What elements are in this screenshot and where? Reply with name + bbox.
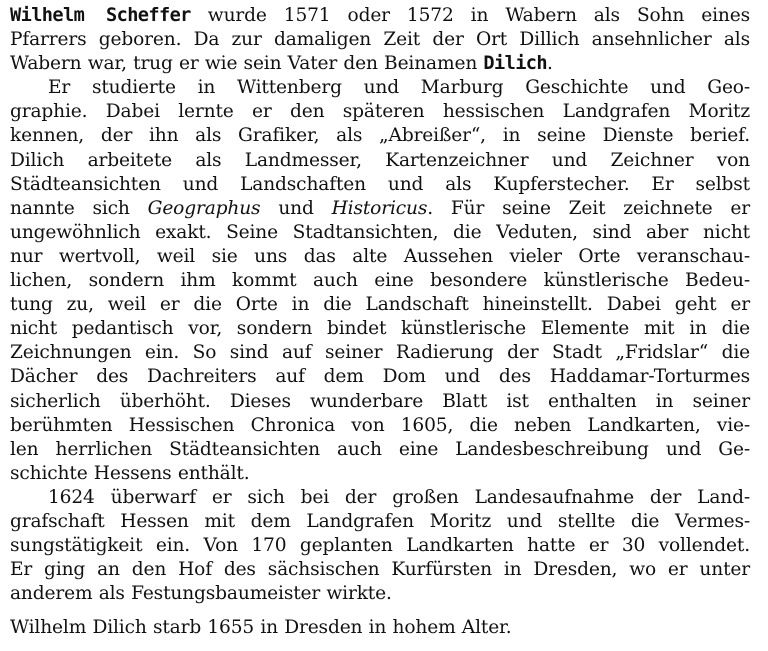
- text-line: ungewöhnlich exakt. Seine Stadtansichten, die Veduten, sind aber nicht: [10, 221, 750, 243]
- text-line: Wilhelm Scheffer wurde 1571 oder 1572 in Wabern als Sohn eines: [10, 5, 750, 26]
- text-line: Zeichnungen ein. So sind auf seiner Radierung der Stadt „Fridslar“ die: [10, 342, 750, 364]
- text-line: 1624 überwarf er sich bei der großen Landesaufnahme der Land-: [48, 486, 750, 508]
- text-line: nicht pedantisch vor, sondern bindet künstlerische Elemente mit in die: [10, 318, 750, 340]
- paragraph-gap: [10, 606, 750, 616]
- text-line: anderem als Festungsbaumeister wirkte.: [10, 583, 392, 605]
- document-page: [10, 4, 750, 640]
- text-line: tung zu, weil er die Orte in die Landschaft hineinstellt. Dabei geht er: [10, 294, 750, 316]
- text-line: kennen, der ihn als Grafiker, als „Abreißer“, in seine Dienste berief.: [10, 125, 750, 147]
- text-line: Pfarrers geboren. Da zur damaligen Zeit der Ort Dillich ansehnlicher als: [10, 29, 750, 51]
- text-line: berühmten Hessischen Chronica von 1605, die neben Landkarten, vie-: [10, 414, 750, 436]
- text-line: Wabern war, trug er wie sein Vater den Beinamen Dilich.: [10, 53, 553, 75]
- text-line: nur wertvoll, weil sie uns das alte Aussehen vieler Orte veranschau-: [10, 245, 750, 267]
- text-line: Dächer des Dachreiters auf dem Dom und des Haddamar-Torturmes: [10, 366, 750, 388]
- surname: Dilich: [483, 53, 547, 75]
- text-line: sungstätigkeit ein. Von 170 geplanten Landkarten hatte er 30 vollendet.: [10, 535, 750, 557]
- text-line: Er ging an den Hof des sächsischen Kurfürsten in Dresden, wo er unter: [10, 559, 750, 581]
- paragraph-intro: [10, 4, 750, 76]
- text-line: lichen, sondern ihm kommt auch eine besondere künstlerische Bedeu-: [10, 270, 750, 292]
- text-line: grafschaft Hessen mit dem Landgrafen Moritz und stellte die Vermes-: [10, 510, 750, 532]
- person-name: Wilhelm Scheffer: [10, 5, 191, 26]
- italic-term: Historicus: [331, 197, 428, 219]
- paragraph-death: [10, 616, 750, 640]
- text-line: Dilich arbeitete als Landmesser, Kartenzeichner und Zeichner von: [10, 149, 750, 171]
- italic-term: Geographus: [147, 197, 261, 219]
- text-line: Wilhelm Dilich starb 1655 in Dresden in hohem Alter.: [10, 617, 512, 639]
- text-line: Er studierte in Wittenberg und Marburg Geschichte und Geo-: [48, 77, 750, 99]
- paragraph-later-life: [10, 486, 750, 606]
- text-line: Städteansichten und Landschaften und als Kupferstecher. Er selbst: [10, 173, 750, 195]
- text-line: len herrlichen Städteansichten auch eine Landesbeschreibung und Ge-: [10, 438, 750, 460]
- text-line: sicherlich überhöht. Dieses wunderbare Blatt ist enthalten in seiner: [10, 390, 750, 412]
- text-line: nannte sich Geographus und Historicus. Für seine Zeit zeichnete er: [10, 197, 750, 219]
- text-line: schichte Hessens enthält.: [10, 462, 250, 484]
- text-line: graphie. Dabei lernte er den späteren hessischen Landgrafen Moritz: [10, 101, 750, 123]
- paragraph-career: [10, 76, 750, 486]
